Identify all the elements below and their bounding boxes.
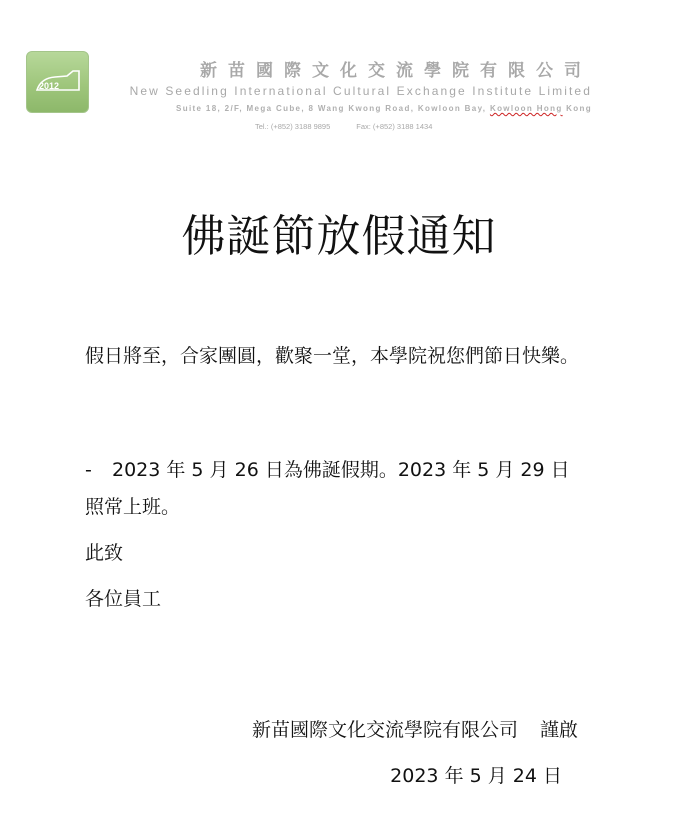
holiday-bullet-text: 2023 年 5 月 26 日為佛誕假期。2023 年 5 月 29 日照常上班。 bbox=[85, 459, 570, 518]
signer-company: 新苗國際文化交流學院有限公司 bbox=[251, 719, 518, 741]
address-main: Suite 18, 2/F, Mega Cube, 8 Wang Kwong Road, Kowloon Bay, bbox=[176, 104, 490, 113]
fax: Fax: (+852) 3188 1434 bbox=[356, 122, 433, 131]
logo-emblem-icon bbox=[33, 68, 83, 98]
telephone: Tel.: (+852) 3188 9895 bbox=[255, 122, 331, 131]
company-address bbox=[100, 104, 592, 113]
logo-text: 2012 bbox=[39, 81, 60, 91]
greeting-paragraph: 假日將至，合家團圓，歡聚一堂，本學院祝您們節日快樂。 bbox=[85, 345, 580, 367]
notice-title: 佛誕節放假通知 bbox=[181, 211, 497, 262]
address-spellcheck-flag: Kowloon Hong bbox=[489, 104, 563, 113]
company-name-chinese: 新苗國際文化交流學院有限公司 bbox=[200, 61, 592, 81]
holiday-bullet bbox=[85, 452, 585, 526]
signature-line bbox=[252, 712, 578, 749]
signer-closing: 謹啟 bbox=[539, 719, 578, 741]
recipients: 各位員工 bbox=[85, 588, 162, 610]
address-tail: Kong bbox=[562, 104, 592, 113]
notice-date: 2023 年 5 月 24 日 bbox=[390, 765, 562, 787]
salutation: 此致 bbox=[85, 542, 124, 564]
bullet-dash: - bbox=[85, 459, 92, 481]
company-name-english: New Seedling International Cultural Exchange Institute Limited bbox=[129, 84, 592, 98]
contact-line bbox=[255, 122, 432, 131]
company-logo bbox=[26, 51, 89, 113]
